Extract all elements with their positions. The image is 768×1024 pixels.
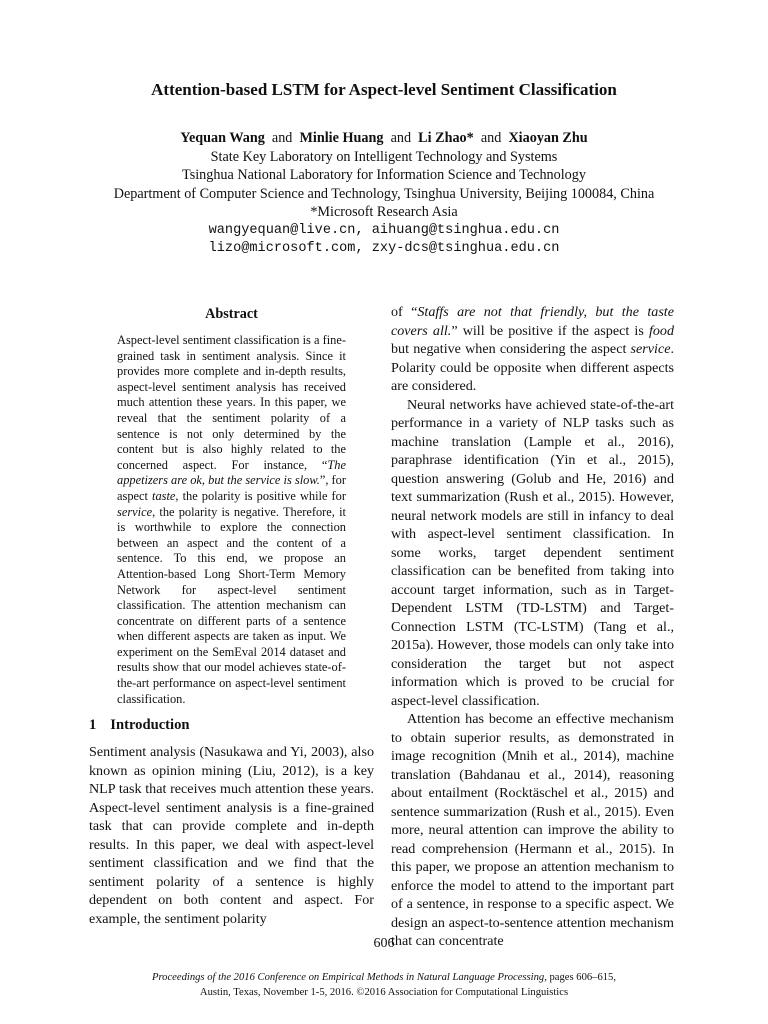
example-sentence: Staffs are not that friendly, but the taste covers all. — [391, 304, 674, 339]
introduction-text — [89, 743, 374, 928]
abstract-aspect: taste — [152, 488, 176, 503]
author-email[interactable]: lizo@microsoft.com, zxy-dcs@tsinghua.edu.cn — [208, 241, 560, 256]
paragraph-text: . Polarity could be opposite when different aspects are considered. — [391, 341, 674, 394]
right-column — [391, 303, 674, 951]
affiliation: *Microsoft Research Asia — [310, 204, 458, 220]
paragraph: Sentiment analysis (Nasukawa and Yi, 2003), also known as opinion mining (Liu, 2012), is a key NLP task that receives much attention these years. Aspect-level sentiment analysis is a fine-grained task that can provide complete and in-depth results. In this paper, we deal with aspect-level sentiment classification and we find that the sentiment polarity of a sentence is highly dependent on both content and aspect. For example, the sentiment polarity — [89, 744, 374, 927]
aspect-term: service — [630, 341, 671, 357]
page-number: 606 — [373, 936, 395, 951]
proceedings-pages: , pages 606–615, — [544, 972, 616, 983]
paper-title: Attention-based LSTM for Aspect-level Sentiment Classification — [151, 80, 617, 99]
author-line — [0, 129, 768, 148]
author-block — [0, 129, 768, 259]
abstract-heading: Abstract — [205, 306, 258, 322]
section-title: Introduction — [110, 717, 190, 733]
abstract-example: The appetizers are ok, but the service is slow. — [117, 457, 346, 488]
abstract-text: Aspect-level sentiment classification is a fine-grained task in sentiment analysis. Since it provides more complete and in-depth results, aspect-level sentiment analysis has received much attention these years. In this paper, we reveal that the sentiment polarity of a sentence is not only determined by the content but is also highly related to the concerned aspect. For instance, “ — [117, 333, 346, 472]
paragraph: Neural networks have achieved state-of-the-art performance in a variety of NLP tasks such as machine translation (Lample et al., 2016), paraphrase identification (Yin et al., 2015), question answering (Golub and He, 2016) and text summarization (Rush et al., 2015). However, neural network models are still in infancy to deal with aspect-level sentiment classification. In some works, target dependent sentiment classification can be benefited from taking into account target information, such as in Target-Dependent LSTM (TD-LSTM) and Target-Connection LSTM (TC-LSTM) (Tang et al., 2015a). However, those models can only take into consideration the target but not aspect information which is proved to be crucial for aspect-level classification. — [391, 396, 674, 709]
author-separator: and — [480, 130, 502, 146]
affiliation: Tsinghua National Laboratory for Information Science and Technology — [182, 167, 586, 183]
author-name: Minlie Huang — [299, 130, 384, 146]
affiliation: Department of Computer Science and Technology, Tsinghua University, Beijing 100084, China — [113, 185, 655, 202]
abstract-aspect: service — [117, 504, 153, 519]
abstract-body — [117, 333, 346, 707]
author-name: Li Zhao* — [418, 130, 474, 146]
section-number: 1 — [89, 717, 97, 733]
paragraph-text: of “ — [391, 304, 418, 320]
paragraph-text: but negative when considering the aspect — [391, 341, 631, 357]
abstract-text: , the polarity is negative. Therefore, it is worthwhile to explore the connection between an aspect and the content of a sentence. To this end, we propose an Attention-based Long Short-Term Memory Network for aspect-level sentiment classification. The attention mechanism can concentrate on different parts of a sentence when different aspects are taken as input. We experiment on the SemEval 2014 dataset and results show that our model achieves state-of-the-art performance on aspect-level sentiment classification. — [117, 504, 346, 706]
paragraph: Attention has become an effective mechanism to obtain superior results, as demonstrated in image recognition (Mnih et al., 2014), machine translation (Bahdanau et al., 2014), reasoning about entailment (Rocktäschel et al., 2015) and sentence summarization (Rush et al., 2015). Even more, neural attention can improve the ability to read comprehension (Hermann et al., 2015). In this paper, we propose an attention mechanism to enforce the model to attend to the important part of a sentence, in response to a specific aspect. We design an aspect-to-sentence attention mechanism that can concentrate — [391, 711, 674, 949]
section-heading-introduction — [89, 717, 190, 734]
affiliation: State Key Laboratory on Intelligent Technology and Systems — [210, 148, 558, 165]
abstract-text: ”, for aspect — [117, 473, 346, 503]
proceedings-footer — [0, 970, 768, 1000]
paragraph-text: ” will be positive if the aspect is — [451, 322, 649, 339]
paragraph — [391, 303, 674, 396]
author-separator: and — [390, 130, 412, 146]
abstract-text: , the polarity is positive while for — [175, 488, 346, 503]
footer-line: Austin, Texas, November 1-5, 2016. ©2016 Association for Computational Linguistics — [199, 987, 569, 998]
aspect-term: food — [648, 322, 674, 339]
footer-line — [0, 970, 768, 985]
author-separator: and — [271, 130, 293, 146]
author-email[interactable]: wangyequan@live.cn, aihuang@tsinghua.edu.cn — [208, 222, 560, 238]
author-name: Xiaoyan Zhu — [508, 130, 588, 146]
author-name: Yequan Wang — [180, 130, 265, 146]
proceedings-title: Proceedings of the 2016 Conference on Empirical Methods in Natural Language Processing — [151, 972, 545, 983]
